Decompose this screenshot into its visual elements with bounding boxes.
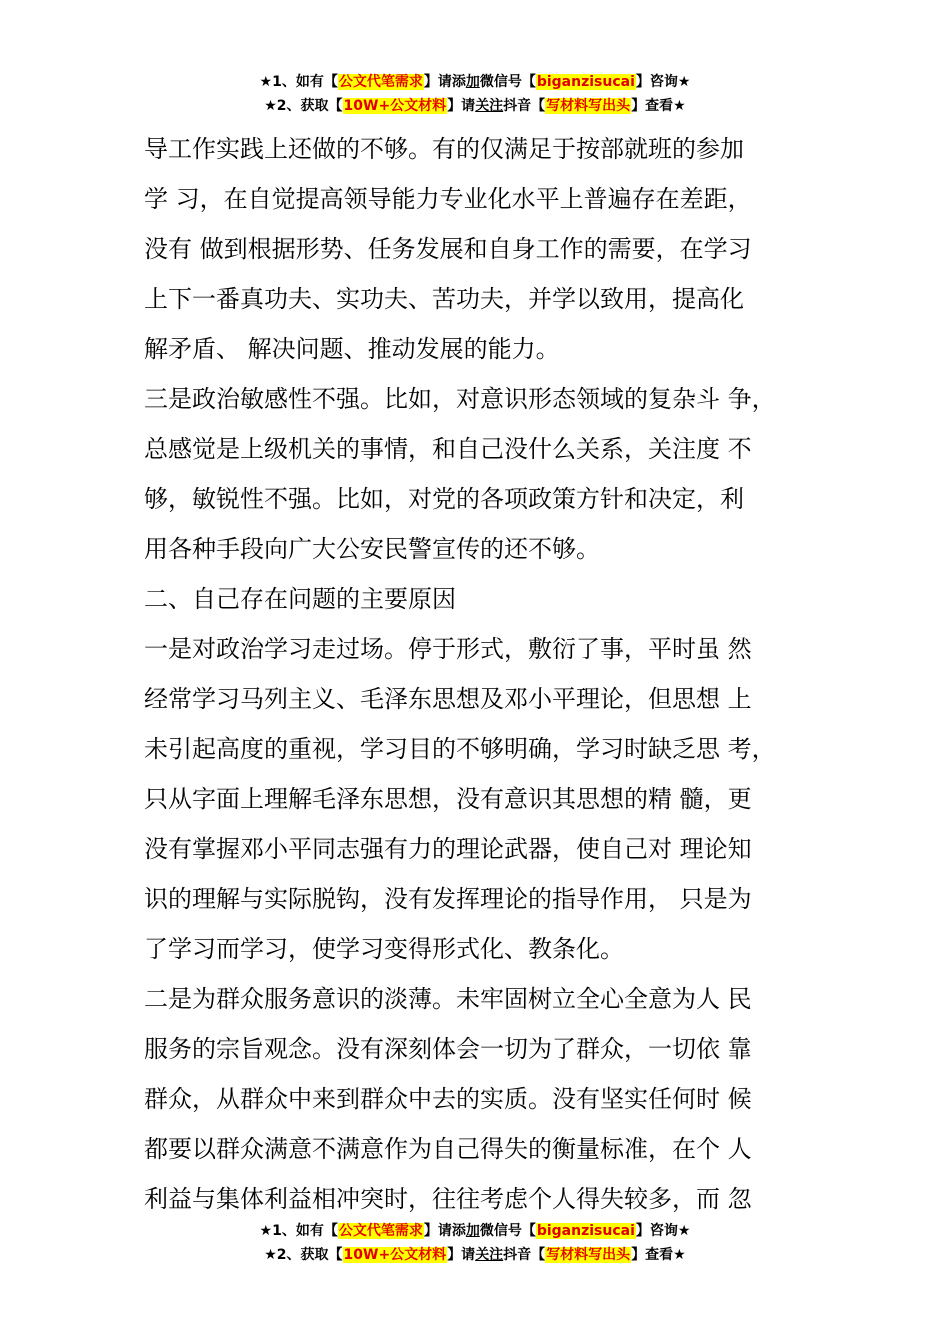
document-body: [144, 124, 844, 1224]
body-line: 未引起高度的重视，学习目的不够明确，学习时缺乏思 考，: [144, 735, 776, 763]
highlight-douyin-id: 写材料写出头: [546, 1247, 631, 1263]
body-line: 没有掌握邓小平同志强有力的理论武器，使自己对 理论知: [144, 835, 752, 863]
highlight-materials: 10W+公文材料: [343, 98, 447, 114]
banner-text: 微信号【: [479, 74, 536, 90]
body-line: 没有 做到根据形势、任务发展和自身工作的需要，在学习: [144, 235, 752, 263]
banner-line-2: [0, 94, 950, 118]
banner-text-underlined: 加: [465, 1223, 480, 1239]
banner-text-underlined: 关注: [475, 1247, 504, 1263]
banner-line-1: [0, 70, 950, 94]
highlight-service: 公文代笔需求: [338, 74, 423, 90]
banner-text: 】咨询★: [635, 1223, 691, 1239]
body-line: 二是为群众服务意识的淡薄。未牢固树立全心全意为人 民: [144, 985, 752, 1013]
banner-text: 】查看★: [631, 1247, 686, 1263]
body-line: 一是对政治学习走过场。停于形式，敷衍了事，平时虽 然: [144, 635, 752, 663]
body-line: 经常学习马列主义、毛泽东思想及邓小平理论，但思想 上: [144, 685, 752, 713]
body-line: 服务的宗旨观念。没有深刻体会一切为了群众，一切依 靠: [144, 1035, 752, 1063]
banner-text-underlined: 加: [465, 74, 480, 90]
banner-line-2: [0, 1243, 950, 1267]
body-line: 群众，从群众中来到群众中去的实质。没有坚实任何时 候: [144, 1085, 752, 1113]
footer-banner: [0, 1219, 950, 1267]
section-heading: 二、自己存在问题的主要原因: [144, 585, 456, 613]
highlight-wechat-id: biganzisucai: [536, 74, 635, 90]
body-line: 总感觉是上级机关的事情，和自己没什么关系，关注度 不: [144, 435, 752, 463]
banner-text: 抖音【: [503, 1247, 546, 1263]
banner-text: 】请: [447, 1247, 476, 1263]
banner-text: 抖音【: [503, 98, 546, 114]
banner-text: 】请添: [423, 74, 466, 90]
body-line: 识的理解与实际脱钩，没有发挥理论的指导作用， 只是为: [144, 885, 752, 913]
body-line: 都要以群众满意不满意作为自己得失的衡量标准，在个 人: [144, 1135, 752, 1163]
banner-text: 】请添: [423, 1223, 466, 1239]
banner-line-1: [0, 1219, 950, 1243]
banner-text: 微信号【: [479, 1223, 536, 1239]
banner-text: ★1、如有【: [259, 1223, 338, 1239]
header-banner: [0, 70, 950, 118]
body-line: 够，敏锐性不强。比如，对党的各项政策方针和决定，利: [144, 485, 744, 513]
body-line: 只从字面上理解毛泽东思想，没有意识其思想的精 髓，更: [144, 785, 752, 813]
body-line: 三是政治敏感性不强。比如，对意识形态领域的复杂斗 争，: [144, 385, 776, 413]
banner-text: 】咨询★: [635, 74, 691, 90]
body-line: 学 习，在自觉提高领导能力专业化水平上普遍存在差距，: [144, 185, 752, 213]
highlight-douyin-id: 写材料写出头: [546, 98, 631, 114]
highlight-service: 公文代笔需求: [338, 1223, 423, 1239]
body-line: 导工作实践上还做的不够。有的仅满足于按部就班的参加: [144, 135, 744, 163]
banner-text: ★1、如有【: [259, 74, 338, 90]
body-line: 解矛盾、 解决问题、推动发展的能力。: [144, 335, 560, 363]
banner-text: ★2、获取【: [264, 1247, 343, 1263]
highlight-wechat-id: biganzisucai: [536, 1223, 635, 1239]
banner-text: 】请: [447, 98, 476, 114]
highlight-materials: 10W+公文材料: [343, 1247, 447, 1263]
banner-text-underlined: 关注: [475, 98, 504, 114]
banner-text: ★2、获取【: [264, 98, 343, 114]
body-line: 上下一番真功夫、实功夫、苦功夫，并学以致用，提高化: [144, 285, 744, 313]
body-line: 了学习而学习，使学习变得形式化、教条化。: [144, 935, 624, 963]
body-line: 用各种手段向广大公安民警宣传的还不够。: [144, 535, 600, 563]
body-line: 利益与集体利益相冲突时，往往考虑个人得失较多，而 忽: [144, 1185, 752, 1213]
banner-text: 】查看★: [631, 98, 686, 114]
